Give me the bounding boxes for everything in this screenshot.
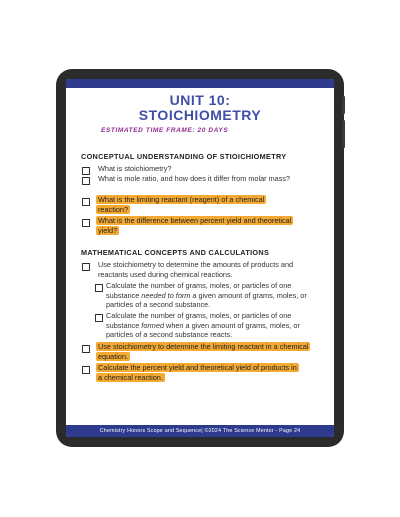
unit-subtitle: STOICHIOMETRY: [138, 107, 262, 123]
tablet-screen: [66, 79, 334, 437]
header-bar: [66, 79, 334, 88]
checklist-item-highlighted: What is the limiting reactant (reagent) of a chemical reaction?: [98, 195, 265, 214]
checkbox[interactable]: [82, 167, 90, 175]
checklist-item-highlighted: Use stoichiometry to determine the limiting reactant in a chemical equation.: [98, 342, 309, 361]
checklist-item-highlighted: What is the difference between percent yield and theoretical yield?: [98, 216, 292, 235]
checkbox[interactable]: [82, 219, 90, 227]
checklist-item: Use stoichiometry to determine the amounts of products and reactants used during chemical reactions.: [98, 260, 294, 279]
checklist-item: What is stoichiometry?: [98, 164, 172, 173]
checkbox[interactable]: [82, 177, 90, 185]
checklist-subitem: Calculate the number of grams, moles, or particles of one substance formed when a given amount of grams, moles, or particles of a second substance reacts.: [106, 311, 300, 340]
unit-title: UNIT 10:: [169, 92, 231, 108]
checkbox[interactable]: [82, 366, 90, 374]
checkbox[interactable]: [82, 345, 90, 353]
checklist-subitem: Calculate the number of grams, moles, or particles of one substance needed to form a given amount of grams, moles, or particles of a second substance.: [106, 281, 307, 310]
checklist-item: What is mole ratio, and how does it differ from molar mass?: [98, 174, 291, 183]
tablet-volume-button: [342, 120, 345, 148]
section-heading-conceptual: CONCEPTUAL UNDERSTANDING OF STIOICHIOMETRY: [81, 152, 287, 161]
tablet-side-button: [342, 96, 345, 114]
footer-bar: [66, 425, 334, 437]
checkbox[interactable]: [82, 198, 90, 206]
checkbox[interactable]: [95, 284, 103, 292]
checklist-item-highlighted: Calculate the percent yield and theoretical yield of products in a chemical reaction.: [98, 363, 297, 382]
checkbox[interactable]: [82, 263, 90, 271]
footer-text: Chemistry Honors Scope and Sequence| ©2024 The Science Mentor - Page 24: [99, 428, 301, 434]
checkbox[interactable]: [95, 314, 103, 322]
time-frame: ESTIMATED TIME FRAME: 20 DAYS: [101, 127, 229, 134]
section-heading-math: MATHEMATICAL CONCEPTS AND CALCULATIONS: [81, 248, 270, 257]
